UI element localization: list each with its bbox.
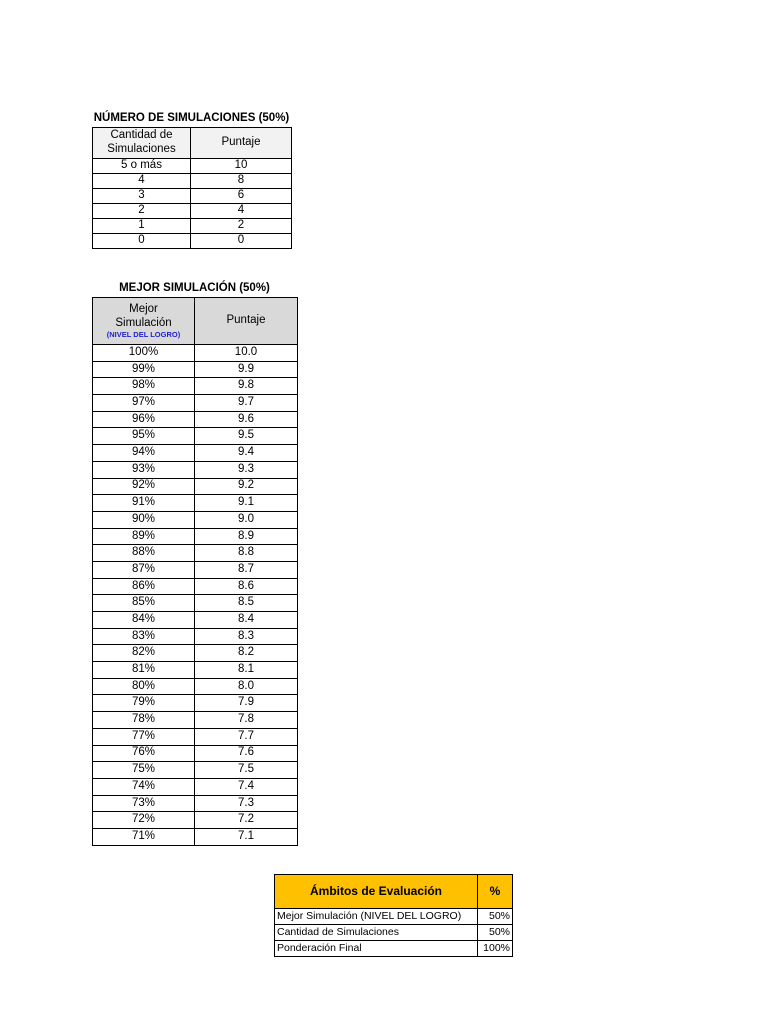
cell-nivel: 87% xyxy=(93,561,195,578)
cell-puntaje: 7.1 xyxy=(195,828,298,845)
table-row xyxy=(93,578,298,595)
evaluation-table xyxy=(274,874,513,957)
table-row xyxy=(93,174,292,189)
cell-ambito: Cantidad de Simulaciones xyxy=(275,925,478,941)
cell-cantidad: 4 xyxy=(93,174,191,189)
table-header-row xyxy=(93,128,292,159)
cell-puntaje: 8.4 xyxy=(195,612,298,629)
cell-puntaje: 10 xyxy=(191,159,292,174)
cell-puntaje: 8 xyxy=(191,174,292,189)
cell-puntaje: 8.6 xyxy=(195,578,298,595)
table-row xyxy=(93,495,298,512)
header-mejor-simulacion xyxy=(93,298,195,345)
cell-puntaje: 7.2 xyxy=(195,812,298,829)
header-mejor-line1: Mejor xyxy=(129,303,158,316)
table-row xyxy=(93,612,298,629)
cell-puntaje: 7.5 xyxy=(195,762,298,779)
table-row xyxy=(93,695,298,712)
best-sim-title: MEJOR SIMULACIÓN (50%) xyxy=(119,282,270,294)
header-cantidad xyxy=(93,128,191,159)
cell-puntaje: 2 xyxy=(191,219,292,234)
cell-nivel: 85% xyxy=(93,595,195,612)
cell-nivel: 100% xyxy=(93,345,195,362)
table-row xyxy=(93,159,292,174)
table-row xyxy=(93,545,298,562)
cell-ambito: Mejor Simulación (NIVEL DEL LOGRO) xyxy=(275,909,478,925)
table-row xyxy=(93,378,298,395)
table-row xyxy=(275,941,513,957)
table-row xyxy=(93,745,298,762)
table-row xyxy=(93,411,298,428)
cell-nivel: 78% xyxy=(93,712,195,729)
table-row xyxy=(93,428,298,445)
cell-nivel: 95% xyxy=(93,428,195,445)
cell-nivel: 82% xyxy=(93,645,195,662)
header-puntaje: Puntaje xyxy=(191,128,292,159)
cell-puntaje: 9.5 xyxy=(195,428,298,445)
table-row xyxy=(93,678,298,695)
cell-puntaje: 8.3 xyxy=(195,628,298,645)
cell-nivel: 94% xyxy=(93,445,195,462)
table-row xyxy=(93,595,298,612)
cell-nivel: 96% xyxy=(93,411,195,428)
table-row xyxy=(93,478,298,495)
table-row xyxy=(93,828,298,845)
table-row xyxy=(93,662,298,679)
cell-puntaje: 9.6 xyxy=(195,411,298,428)
table-row xyxy=(275,925,513,941)
cell-puntaje: 9.8 xyxy=(195,378,298,395)
cell-nivel: 98% xyxy=(93,378,195,395)
cell-nivel: 80% xyxy=(93,678,195,695)
cell-ambito: Ponderación Final xyxy=(275,941,478,957)
table-row xyxy=(93,778,298,795)
cell-nivel: 84% xyxy=(93,612,195,629)
cell-puntaje: 6 xyxy=(191,189,292,204)
cell-puntaje: 8.9 xyxy=(195,528,298,545)
cell-puntaje: 10.0 xyxy=(195,345,298,362)
table-row xyxy=(93,345,298,362)
cell-cantidad: 2 xyxy=(93,204,191,219)
table-row xyxy=(93,728,298,745)
header-ambitos: Ámbitos de Evaluación xyxy=(275,875,478,909)
cell-nivel: 88% xyxy=(93,545,195,562)
table-row xyxy=(93,561,298,578)
cell-puntaje: 0 xyxy=(191,234,292,249)
cell-puntaje: 9.2 xyxy=(195,478,298,495)
table-row xyxy=(93,528,298,545)
cell-puntaje: 9.0 xyxy=(195,511,298,528)
cell-puntaje: 7.6 xyxy=(195,745,298,762)
cell-nivel: 72% xyxy=(93,812,195,829)
cell-puntaje: 8.1 xyxy=(195,662,298,679)
table-row xyxy=(93,461,298,478)
table-row xyxy=(93,204,292,219)
table-row xyxy=(275,909,513,925)
cell-puntaje: 7.8 xyxy=(195,712,298,729)
table-header-row xyxy=(275,875,513,909)
cell-puntaje: 8.8 xyxy=(195,545,298,562)
table-row xyxy=(93,645,298,662)
sim-count-table xyxy=(92,127,292,249)
cell-puntaje: 7.3 xyxy=(195,795,298,812)
table-row xyxy=(93,795,298,812)
table-row xyxy=(93,511,298,528)
cell-puntaje: 9.7 xyxy=(195,395,298,412)
header-puntaje: Puntaje xyxy=(195,298,298,345)
table-row xyxy=(93,219,292,234)
cell-nivel: 92% xyxy=(93,478,195,495)
best-sim-table xyxy=(92,297,298,846)
cell-nivel: 99% xyxy=(93,361,195,378)
table-row xyxy=(93,445,298,462)
cell-percent: 50% xyxy=(478,909,513,925)
cell-puntaje: 9.1 xyxy=(195,495,298,512)
cell-puntaje: 8.2 xyxy=(195,645,298,662)
header-cantidad-line1: Cantidad de xyxy=(110,129,173,142)
header-nivel-logro: (NIVEL DEL LOGRO) xyxy=(106,329,181,339)
cell-nivel: 79% xyxy=(93,695,195,712)
cell-puntaje: 8.0 xyxy=(195,678,298,695)
cell-nivel: 75% xyxy=(93,762,195,779)
cell-nivel: 89% xyxy=(93,528,195,545)
cell-nivel: 76% xyxy=(93,745,195,762)
header-percent: % xyxy=(478,875,513,909)
cell-puntaje: 7.4 xyxy=(195,778,298,795)
cell-cantidad: 1 xyxy=(93,219,191,234)
cell-cantidad: 3 xyxy=(93,189,191,204)
header-mejor-line2: Simulación xyxy=(115,316,172,329)
table-row xyxy=(93,395,298,412)
cell-nivel: 81% xyxy=(93,662,195,679)
cell-percent: 100% xyxy=(478,941,513,957)
cell-nivel: 97% xyxy=(93,395,195,412)
cell-puntaje: 7.9 xyxy=(195,695,298,712)
table-header-row xyxy=(93,298,298,345)
header-cantidad-line2: Simulaciones xyxy=(107,143,176,155)
cell-puntaje: 7.7 xyxy=(195,728,298,745)
cell-puntaje: 9.4 xyxy=(195,445,298,462)
cell-puntaje: 8.7 xyxy=(195,561,298,578)
cell-puntaje: 9.3 xyxy=(195,461,298,478)
table-row xyxy=(93,189,292,204)
table-row xyxy=(93,762,298,779)
cell-puntaje: 4 xyxy=(191,204,292,219)
table-row xyxy=(93,628,298,645)
cell-cantidad: 0 xyxy=(93,234,191,249)
cell-nivel: 73% xyxy=(93,795,195,812)
best-sim-body xyxy=(93,345,298,846)
sim-count-title: NÚMERO DE SIMULACIONES (50%) xyxy=(93,112,290,124)
cell-nivel: 74% xyxy=(93,778,195,795)
cell-nivel: 93% xyxy=(93,461,195,478)
cell-percent: 50% xyxy=(478,925,513,941)
table-row xyxy=(93,361,298,378)
cell-nivel: 90% xyxy=(93,511,195,528)
cell-nivel: 71% xyxy=(93,828,195,845)
table-row xyxy=(93,712,298,729)
cell-cantidad: 5 o más xyxy=(93,159,191,174)
table-row xyxy=(93,234,292,249)
cell-puntaje: 9.9 xyxy=(195,361,298,378)
cell-nivel: 77% xyxy=(93,728,195,745)
cell-puntaje: 8.5 xyxy=(195,595,298,612)
cell-nivel: 83% xyxy=(93,628,195,645)
table-row xyxy=(93,812,298,829)
cell-nivel: 86% xyxy=(93,578,195,595)
cell-nivel: 91% xyxy=(93,495,195,512)
